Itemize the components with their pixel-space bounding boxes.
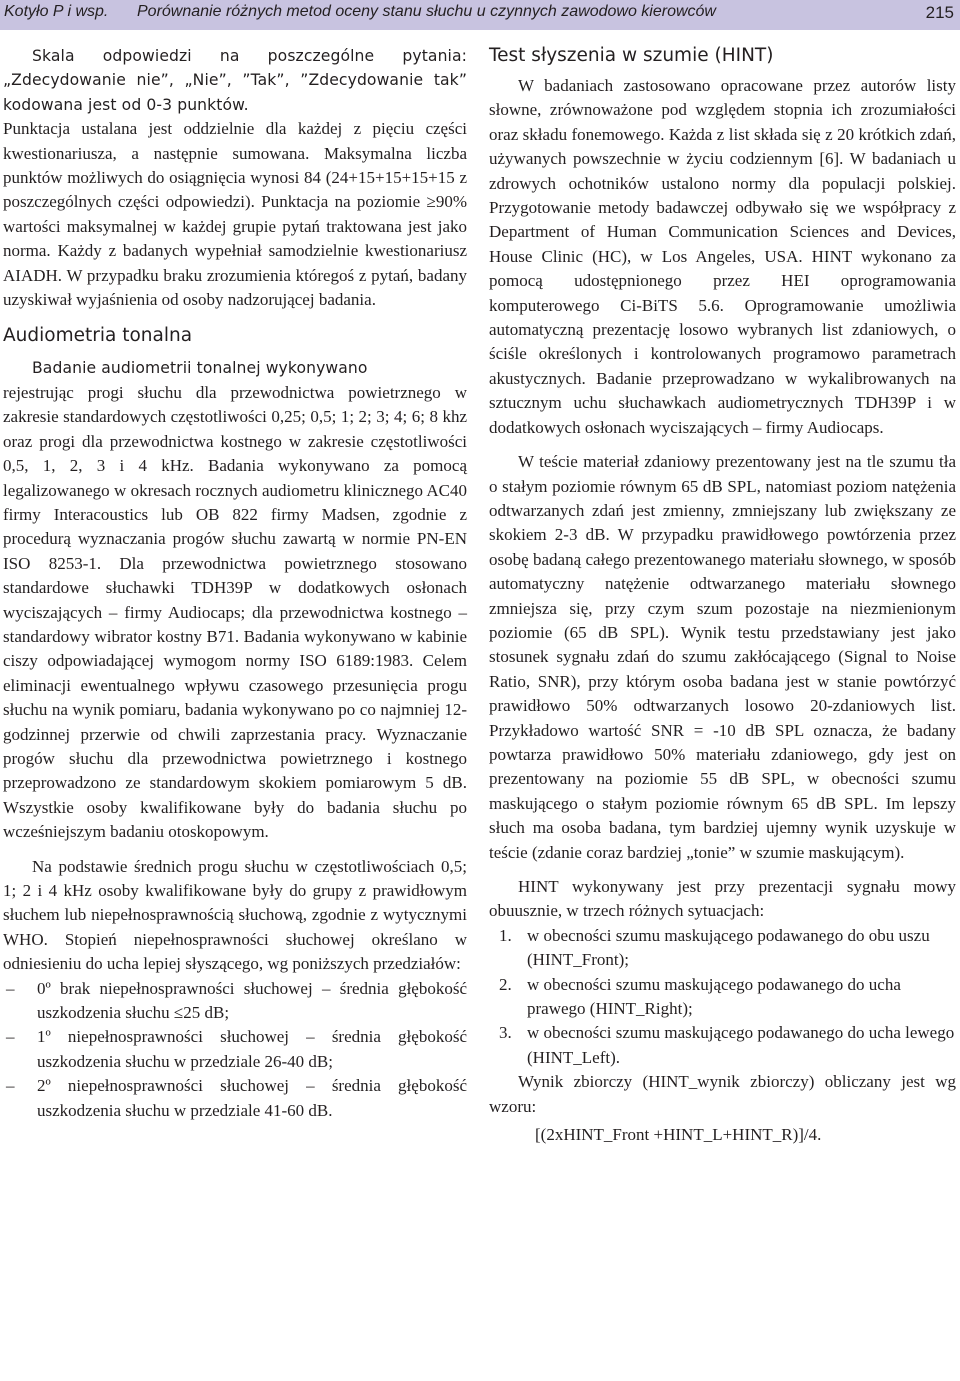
- degree-item: – 1º niepełnosprawności słuchowej – średnia głębokość uszkodzenia słuchu w przedziale 26-40 dB;: [3, 1025, 467, 1074]
- right-column: [489, 44, 956, 1147]
- situation-item: 3. w obecności szumu maskującego podawanego do ucha lewego (HINT_Left).: [499, 1023, 955, 1067]
- page-number: 215: [925, 3, 954, 22]
- who-paragraph: Na podstawie średnich progu słuchu w częstotliwościach 0,5; 1; 2 i 4 kHz osoby kwalifikowane były do grupy z prawidłowym słuchem lub niepełnosprawnością słuchową, zgodnie z wytycznymi WHO. Stopień niepełnosprawności słuchowej określano w odniesieniu do ucha lepiej słyszącego, wg poniższych przedziałów:: [3, 856, 467, 974]
- section-heading-audiometry: Audiometria tonalna: [3, 325, 193, 347]
- degree-item: – 0º brak niepełnosprawności słuchowej – średnia głębokość uszkodzenia słuchu ≤25 dB;: [3, 977, 467, 1026]
- running-header: [0, 0, 960, 30]
- degree-list: [3, 977, 467, 1123]
- hint-intro-paragraph: W badaniach zastosowano opracowane przez autorów listy słowne, zrównoważone pod względem stopnia ich zrozumiałości oraz składu fonemowego. Każda z list składa się z 20 krótkich zdań, używanych powszechnie w życiu codziennym [6]. W badaniach u zdrowych ochotników ustalono normy dla populacji polskiej. Przygotowanie metody badawczej odbywało się we współpracy z Department of Human Communication Sciences and Devices, House Clinic (HC), w Los Angeles, USA. HINT wykonano za pomocą udostępnionego przez HEI oprogramowania komputerowego Ci-BiTS 5.6. Oprogramowanie umożliwia automatyczną prezentację losowo wybranych list zdaniowych, o ściśle określonych i kontrolowanych programowo parametrach akustycznych. Badanie przeprowadzano w wykalibrowanych na sztucznym uchu słuchawkach audiometrycznych TDH39P i w dodatkowych osłonach wyciszających – firmy Audiocaps.: [489, 76, 956, 437]
- scoring-paragraph: Punktacja ustalana jest oddzielnie dla każdej z pięciu części kwestionariusza, a następnie sumowana. Maksymalna liczba punktów możliwych do osiągnięcia wynosi 84 (24+15+15+15+15 z poszczególnych części odpowiedzi). Punktacja na poziomie ≥90% wartości maksymalnej w każdej grupie pytań traktowana jest jako norma. Każdy z badanych wypełniał samodzielnie kwestionariusz AIADH. W przypadku braku zrozumienia któregoś z pytań, badany uzyskiwał wyjaśnienia od osoby nadzorującej badania.: [3, 119, 467, 310]
- summary-intro: Wynik zbiorczy (HINT_wynik zbiorczy) obliczany jest wg wzoru:: [489, 1072, 956, 1116]
- situation-list: [489, 924, 956, 1070]
- situation-item: 1. w obecności szumu maskującego podawanego do obu uszu (HINT_Front);: [499, 925, 930, 970]
- audiometry-lead: Badanie audiometrii tonalnej wykonywano: [32, 359, 368, 378]
- hint-situations-intro: HINT wykonywany jest przy prezentacji sygnału mowy obuusznie, w trzech różnych sytuacjach:: [489, 877, 956, 921]
- left-column: [3, 44, 467, 1123]
- scale-paragraph: Skala odpowiedzi na poszczególne pytania: „Zdecydowanie nie”, „Nie”, ”Tak”, ”Zdecydowanie tak” kodowana jest od 0-3 punktów.: [3, 47, 467, 114]
- formula: [(2xHINT_Front +HINT_L+HINT_R)]/4.: [535, 1125, 822, 1145]
- header-title: Porównanie różnych metod oceny stanu słuchu u czynnych zawodowo kierowców: [137, 3, 716, 20]
- section-heading-hint: Test słyszenia w szumie (HINT): [489, 45, 774, 66]
- degree-item: – 2º niepełnosprawności słuchowej – średnia głębokość uszkodzenia słuchu w przedziale 41-60 dB.: [3, 1074, 467, 1123]
- header-authors: Kotyło P i wsp.: [4, 3, 109, 20]
- audiometry-paragraph: rejestrując progi słuchu dla przewodnictwa powietrznego w zakresie standardowych częstotliwości 0,25; 0,5; 1; 2; 3; 4; 6; 8 khz oraz progi dla przewodnictwa kostnego w zakresie częstotliwości 0,5, 1, 2, 3 i 4 kHz. Badania wykonywano za pomocą legalizowanego w okresach rocznych audiometru klinicznego AC40 firmy Interacoustics lub OB 822 firmy Madsen, zgodnie z procedurą wyznaczania progów słuchu zawartą w normie PN-EN ISO 8253-1. Dla przewodnictwa powietrznego stosowano standardowe słuchawki TDH39P w dodatkowych osłonach wyciszających – firmy Audiocaps; dla przewodnictwa kostnego – standardowy wibrator kostny B71. Badania wykonywano w kabinie ciszy odpowiadającej wymogom normy ISO 6189:1983. Celem eliminacji ewentualnego wpływu czasowego przesunięcia progu słuchu na wynik pomiaru, badania wykonywano po co najmniej 12-godzinnej przerwie od chwili zaprzestania pracy. Wyznaczanie progów słuchu dla przewodnictwa powietrznego i kostnego przeprowadzono ze standardowym skokiem pomiarowym 5 dB. Wszystkie osoby kwalifikowane były do badania słuchu po wcześniejszym badaniu otoskopowym.: [3, 382, 467, 842]
- hint-noise-paragraph: W teście materiał zdaniowy prezentowany jest na tle szumu tła o stałym poziomie równym 65 dB SPL, natomiast poziom natężenia odtwarzanych zdań jest zmienny, zmniejszany lub zwiększany ze skokiem 2-3 dB. W przypadku prawidłowego powtórzenia przez osobę badaną całego prezentowanego materiału słownego, w sposób automatyczny natężenie odtwarzanego materiału słownego zmniejsza się, przy czym szum pozostaje na niezmienionym poziomie (65 dB SPL). Wynik testu przedstawiany jest jako stosunek sygnału zdań do szumu zakłócającego (Signal to Noise Ratio, SNR), przy którym osoba badana jest w stanie powtórzyć prawidłowo 50% odtwarzanych losowo 20-zdaniowych list. Przykładowo wartość SNR = -10 dB SPL oznacza, że badany powtarza prawidłowo 50% materiału zdaniowego, gdy jest on prezentowany na poziomie 55 dB SPL, w obecności szumu maskującego o stałym poziomie równym 65 dB SPL. Im lepszy słuch ma osoba badana, tym bardziej ujemny wynik uzyskuje w teście (zdanie coraz bardziej „tonie” w szumie maskującym).: [489, 452, 956, 862]
- situation-item: 2. w obecności szumu maskującego podawanego do ucha prawego (HINT_Right);: [499, 974, 901, 1019]
